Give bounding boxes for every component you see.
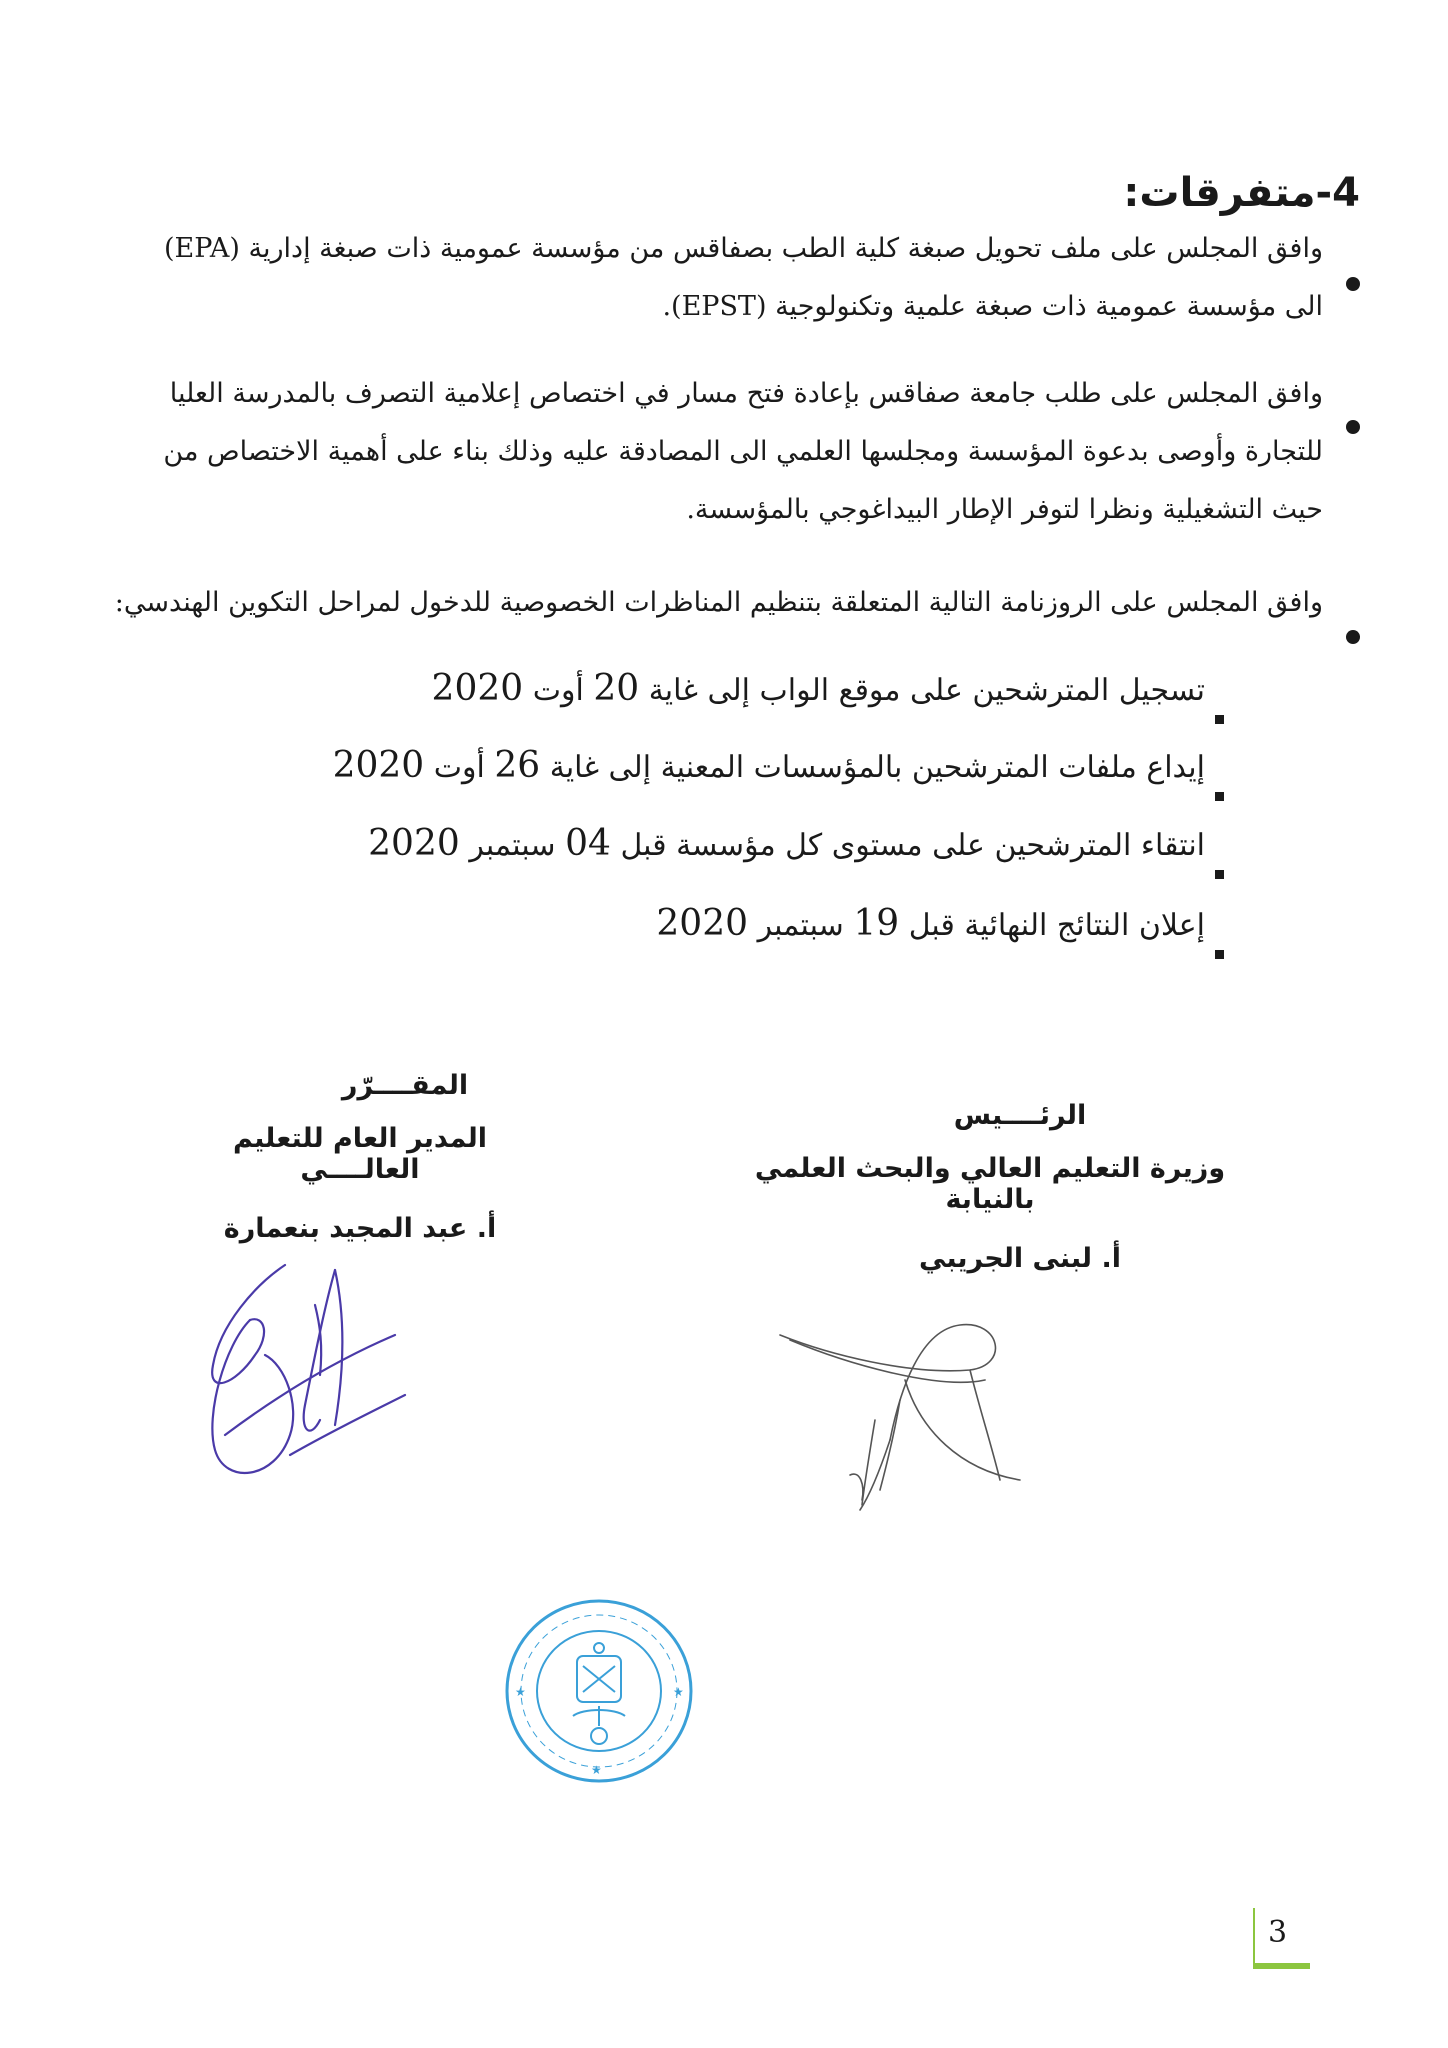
square-bullet-icon [1215, 715, 1224, 724]
schedule-item-4 [656, 903, 1205, 944]
svg-text:★: ★ [591, 1763, 602, 1777]
schedule-day: 26 [494, 745, 541, 786]
schedule-year: 2020 [332, 745, 425, 786]
schedule-text: تسجيل المترشحين على موقع الواب إلى غاية [648, 673, 1205, 708]
bullet-icon [1346, 420, 1360, 434]
schedule-day: 04 [565, 823, 611, 864]
schedule-month: سبتمبر [469, 828, 556, 863]
official-stamp-icon [503, 1596, 695, 1786]
signatory-rapporteur [180, 1070, 540, 1244]
paragraph-line: وافق المجلس على الروزنامة التالية المتعلقة بتنظيم المناظرات الخصوصية للدخول لمراحل التكوين الهندسي: [114, 587, 1323, 618]
schedule-item-3 [368, 823, 1205, 864]
schedule-text: إعلان النتائج النهائية قبل [908, 908, 1205, 943]
schedule-year: 2020 [431, 668, 524, 709]
signatory-role: المقــــرّر [341, 1070, 469, 1101]
paragraph-line: للتجارة وأوصى بدعوة المؤسسة ومجلسها العلمي الى المصادقة عليه وذلك بناء على أهمية الاختصاص من [163, 436, 1323, 467]
square-bullet-icon [1215, 792, 1224, 801]
paragraph-line: وافق المجلس على طلب جامعة صفاقس بإعادة فتح مسار في اختصاص إعلامية التصرف بالمدرسة العليا [169, 378, 1323, 409]
paragraph-line: وافق المجلس على ملف تحويل صبغة كلية الطب بصفاقس من مؤسسة عمومية ذات صبغة إدارية (EPA) [163, 233, 1323, 264]
paragraph-item-3 [93, 574, 1323, 632]
signatory-name: أ. لبنى الجريبي [919, 1243, 1121, 1274]
schedule-text: انتقاء المترشحين على مستوى كل مؤسسة قبل [620, 828, 1205, 863]
schedule-item-1 [432, 668, 1205, 709]
schedule-day: 20 [593, 668, 640, 709]
square-bullet-icon [1215, 870, 1224, 879]
paragraph-item-2 [93, 365, 1323, 539]
paragraph-line: الى مؤسسة عمومية ذات صبغة علمية وتكنولوجية (EPST). [662, 291, 1323, 322]
bullet-icon [1346, 277, 1360, 291]
schedule-month: سبتمبر [757, 908, 844, 943]
page-number: 3 [1268, 1915, 1288, 1950]
schedule-month: أوت [532, 673, 584, 708]
signatory-role: الرئــــيس [953, 1100, 1087, 1131]
schedule-text: إيداع ملفات المترشحين بالمؤسسات المعنية إلى غاية [549, 750, 1205, 785]
signatory-title: وزيرة التعليم العالي والبحث العلمي بالنيابة [754, 1153, 1226, 1215]
square-bullet-icon [1215, 950, 1224, 959]
svg-text:★: ★ [515, 1685, 526, 1699]
section-heading: 4-متفرقات: [1123, 170, 1360, 216]
signatory-name: أ. عبد المجيد بنعمارة [223, 1213, 497, 1244]
signatory-title: المدير العام للتعليم العالــــي [232, 1123, 488, 1185]
signature-left-icon [195, 1245, 425, 1505]
schedule-year: 2020 [656, 903, 749, 944]
bullet-icon [1346, 630, 1360, 644]
svg-text:★: ★ [673, 1685, 684, 1699]
schedule-item-2 [333, 745, 1205, 786]
schedule-year: 2020 [368, 823, 460, 864]
schedule-day: 19 [853, 903, 900, 944]
page-number-underline [1253, 1963, 1310, 1969]
signatory-president [740, 1100, 1240, 1274]
schedule-month: أوت [433, 750, 485, 785]
paragraph-item-1 [93, 220, 1323, 336]
paragraph-line: حيث التشغيلية ونظرا لتوفر الإطار البيداغوجي بالمؤسسة. [686, 494, 1323, 525]
signature-right-icon [770, 1280, 1040, 1530]
